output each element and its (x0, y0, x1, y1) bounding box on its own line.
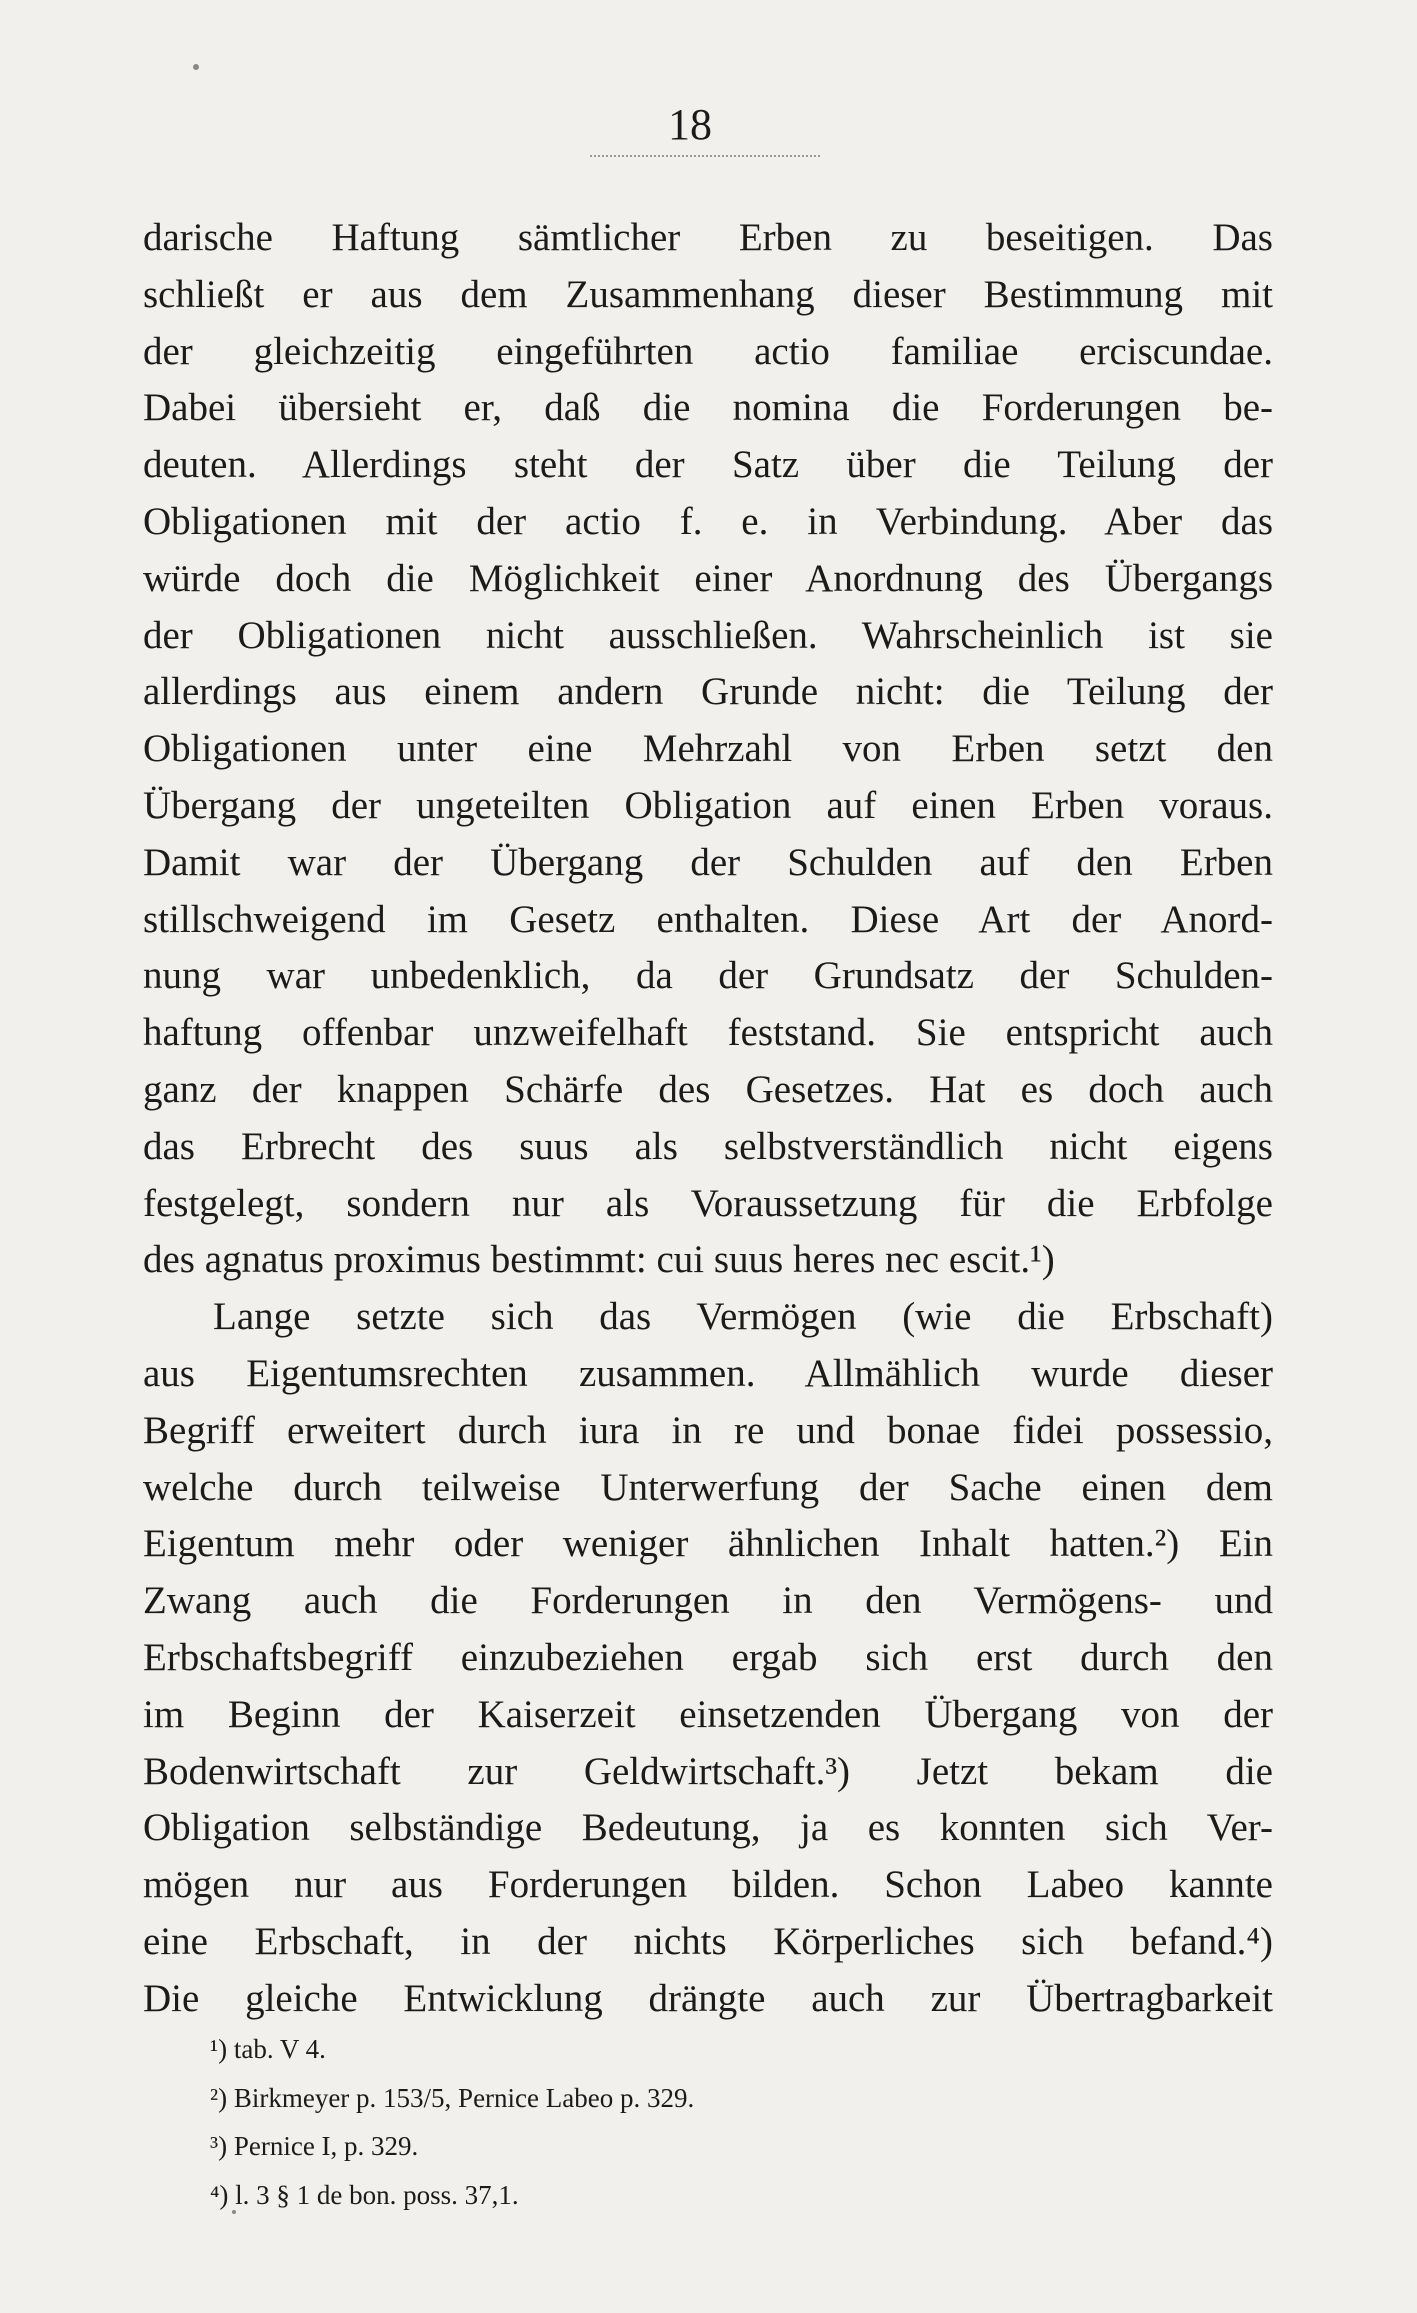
text-line: Begriff erweitert durch iura in re und bonae fidei possessio, (143, 1408, 1273, 1452)
text-line: das Erbrecht des suus als selbstverständlich nicht eigens (143, 1124, 1273, 1168)
text-line: aus Eigentumsrechten zusammen. Allmählich wurde dieser (143, 1351, 1273, 1395)
text-line: im Beginn der Kaiserzeit einsetzenden Übergang von der (143, 1692, 1273, 1736)
footnote: ³) Pernice I, p. 329. (210, 2131, 419, 2161)
text-line: nung war unbedenklich, da der Grundsatz der Schulden- (143, 954, 1273, 998)
body-text (143, 210, 1273, 2028)
text-line: Obligation selbständige Bedeutung, ja es konnten sich Ver- (143, 1806, 1273, 1850)
text-line: des agnatus proximus bestimmt: cui suus heres nec escit.¹) (143, 1238, 1055, 1282)
paper-speck (193, 64, 199, 70)
text-line: Erbschaftsbegriff einzubeziehen ergab sich erst durch den (143, 1635, 1273, 1679)
text-line: würde doch die Möglichkeit einer Anordnung des Übergangs (143, 556, 1273, 600)
text-line: der Obligationen nicht ausschließen. Wahrscheinlich ist sie (143, 613, 1273, 657)
header-rule (590, 155, 820, 157)
paragraph-start-line: Lange setzte sich das Vermögen (wie die Erbschaft) (213, 1295, 1273, 1339)
text-line: ganz der knappen Schärfe des Gesetzes. Hat es doch auch (143, 1067, 1273, 1111)
text-line: darische Haftung sämtlicher Erben zu beseitigen. Das (143, 216, 1273, 259)
text-line: Dabei übersieht er, daß die nomina die Forderungen be- (143, 386, 1273, 430)
text-line: allerdings aus einem andern Grunde nicht: die Teilung der (143, 670, 1273, 714)
text-line: Obligationen mit der actio f. e. in Verbindung. Aber das (143, 499, 1273, 543)
text-line: eine Erbschaft, in der nichts Körperliches sich befand.⁴) (143, 1919, 1273, 1963)
text-line: Bodenwirtschaft zur Geldwirtschaft.³) Jetzt bekam die (143, 1749, 1273, 1793)
text-line: Obligationen unter eine Mehrzahl von Erben setzt den (143, 727, 1273, 771)
footnote: ²) Birkmeyer p. 153/5, Pernice Labeo p. 329. (210, 2082, 695, 2113)
footnote: ⁴) l. 3 § 1 de bon. poss. 37,1. (210, 2179, 519, 2210)
footnotes (210, 2025, 1210, 2219)
text-line: haftung offenbar unzweifelhaft feststand. Sie entspricht auch (143, 1011, 1273, 1055)
text-line: Zwang auch die Forderungen in den Vermögens- und (143, 1579, 1273, 1623)
text-line: welche durch teilweise Unterwerfung der Sache einen dem (143, 1465, 1273, 1509)
text-line: festgelegt, sondern nur als Voraussetzung für die Erbfolge (143, 1181, 1273, 1225)
text-line: Übergang der ungeteilten Obligation auf einen Erben voraus. (143, 783, 1273, 827)
paper-speck (232, 2210, 236, 2214)
page-number: 18 (668, 100, 712, 149)
footnote: ¹) tab. V 4. (210, 2034, 326, 2064)
text-line: schließt er aus dem Zusammenhang dieser Bestimmung mit (143, 272, 1273, 316)
text-line: Eigentum mehr oder weniger ähnlichen Inhalt hatten.²) Ein (143, 1522, 1273, 1566)
text-line: stillschweigend im Gesetz enthalten. Diese Art der Anord- (143, 897, 1273, 941)
text-line: mögen nur aus Forderungen bilden. Schon Labeo kannte (143, 1863, 1273, 1907)
text-line: Die gleiche Entwicklung drängte auch zur Übertragbarkeit (143, 1976, 1273, 2020)
text-line: deuten. Allerdings steht der Satz über die Teilung der (143, 443, 1273, 487)
text-line: Damit war der Übergang der Schulden auf den Erben (143, 840, 1273, 884)
text-line: der gleichzeitig eingeführten actio familiae erciscundae. (143, 329, 1273, 373)
